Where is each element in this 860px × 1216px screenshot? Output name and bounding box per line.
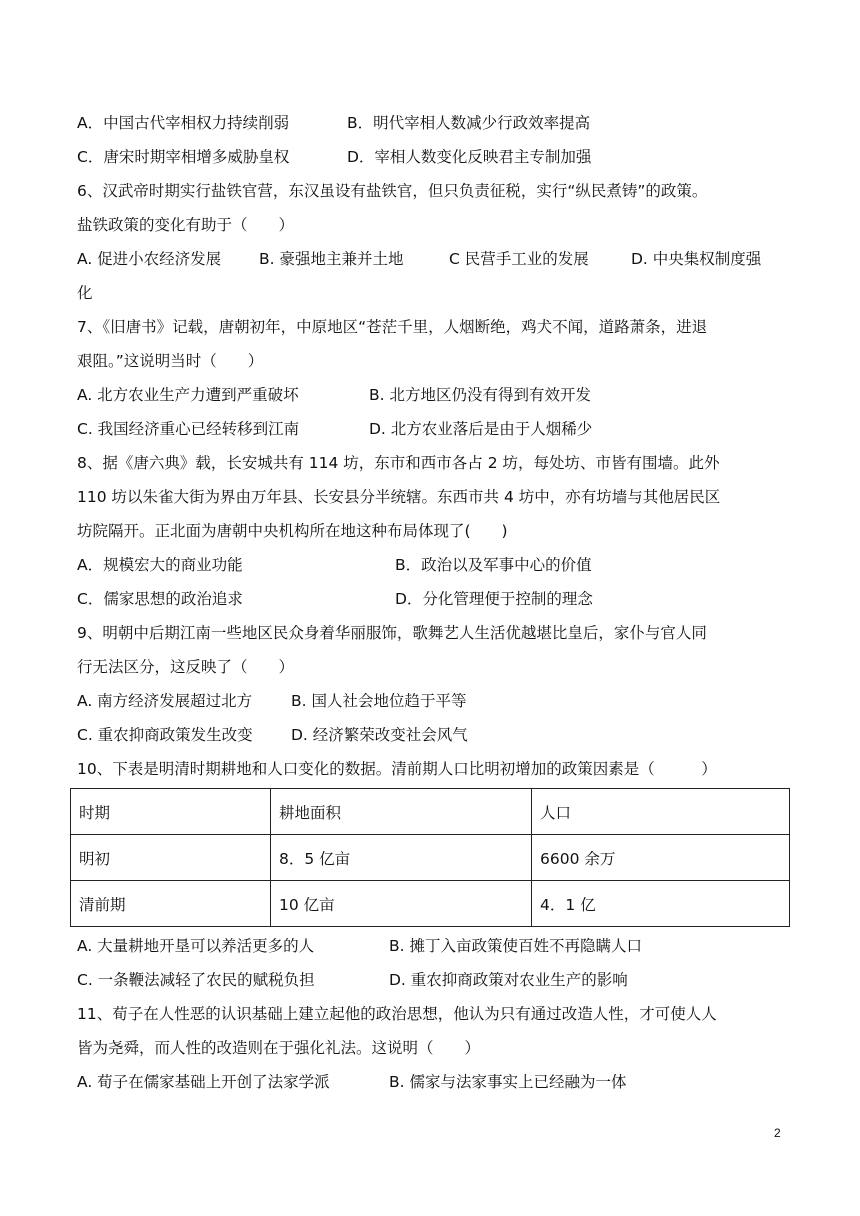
q8-option-a: A．规模宏大的商业功能 bbox=[77, 556, 243, 574]
q8-option-d: D．分化管理便于控制的理念 bbox=[395, 590, 593, 608]
q9-option-c: C. 重农抑商政策发生改变 bbox=[77, 726, 253, 744]
table-cell: 6600 余万 bbox=[532, 835, 790, 881]
q11-option-a: A. 荀子在儒家基础上开创了法家学派 bbox=[77, 1073, 330, 1091]
q9-stem-line-1: 9、明朝中后期江南一些地区民众身着华丽服饰，歌舞艺人生活优越堪比皇后，家仆与官人同 bbox=[77, 624, 707, 642]
q8-option-c: C．儒家思想的政治追求 bbox=[77, 590, 243, 608]
q7-options-row-2 bbox=[77, 412, 789, 446]
q7-option-a: A. 北方农业生产力遭到严重破坏 bbox=[77, 386, 299, 404]
q8-stem-line-1: 8、据《唐六典》载，长安城共有 114 坊，东市和西市各占 2 坊，每处坊、市皆有围墙。此外 bbox=[77, 454, 720, 472]
q11-stem-line-2: 皆为尧舜，而人性的改造则在于强化礼法。这说明（ ） bbox=[77, 1039, 481, 1057]
q10-option-b: B. 摊丁入亩政策使百姓不再隐瞒人口 bbox=[389, 937, 642, 955]
q10-option-c: C. 一条鞭法减轻了农民的赋税负担 bbox=[77, 971, 315, 989]
q6-option-a: A. 促进小农经济发展 bbox=[77, 250, 222, 268]
question-list bbox=[77, 106, 789, 1099]
q7-stem-line-1: 7、《旧唐书》记载，唐朝初年，中原地区“苍茫千里，人烟断绝，鸡犬不闻，道路萧条，进退 bbox=[77, 318, 708, 336]
q7-options-row-1 bbox=[77, 378, 789, 412]
table-header-row bbox=[71, 789, 790, 835]
table-cell: 10 亿亩 bbox=[271, 881, 532, 927]
table-row bbox=[71, 881, 790, 927]
q10-option-d: D. 重农抑商政策对农业生产的影响 bbox=[389, 971, 628, 989]
q9-option-d: D. 经济繁荣改变社会风气 bbox=[291, 726, 468, 744]
q6-stem-line-2: 盐铁政策的变化有助于（ ） bbox=[77, 216, 295, 234]
table-header-cell: 时期 bbox=[71, 789, 271, 835]
table-header-cell: 人口 bbox=[532, 789, 790, 835]
q9-option-a: A. 南方经济发展超过北方 bbox=[77, 692, 253, 710]
q9-option-b: B. 国人社会地位趋于平等 bbox=[291, 692, 467, 710]
table-cell: 明初 bbox=[71, 835, 271, 881]
q6-stem-line-1: 6、汉武帝时期实行盐铁官营，东汉虽设有盐铁官，但只负责征税，实行“纵民煮铸”的政策。 bbox=[77, 182, 708, 200]
q6-option-b: B. 豪强地主兼并土地 bbox=[259, 250, 404, 268]
q11-stem-line-1: 11、荀子在人性恶的认识基础上建立起他的政治思想，他认为只有通过改造人性，才可使人人 bbox=[77, 1005, 717, 1023]
q8-stem-line-3: 坊院隔开。正北面为唐朝中央机构所在地这种布局体现了( ) bbox=[77, 522, 508, 540]
q9-options-row-2 bbox=[77, 718, 789, 752]
q5-options-row-2 bbox=[77, 140, 789, 174]
q10-options-row-2 bbox=[77, 963, 789, 997]
q7-option-b: B. 北方地区仍没有得到有效开发 bbox=[369, 386, 591, 404]
q10-options-row-1 bbox=[77, 929, 789, 963]
q6-option-c: C 民营手工业的发展 bbox=[449, 250, 589, 268]
q5-option-c: C．唐宋时期宰相增多威胁皇权 bbox=[77, 148, 290, 166]
q10-stem: 10、下表是明清时期耕地和人口变化的数据。清前期人口比明初增加的政策因素是（ ） bbox=[77, 760, 717, 778]
q6-option-d: D. 中央集权制度强 bbox=[631, 250, 762, 268]
q11-options-row-1 bbox=[77, 1065, 789, 1099]
q8-options-row-1 bbox=[77, 548, 789, 582]
q9-stem-line-2: 行无法区分，这反映了（ ） bbox=[77, 658, 295, 676]
q7-stem-line-2: 艰阻。”这说明当时（ ） bbox=[77, 352, 264, 370]
q6-options-row bbox=[77, 242, 789, 276]
table-cell: 清前期 bbox=[71, 881, 271, 927]
table-cell: 8．5 亿亩 bbox=[271, 835, 532, 881]
q5-options-row-1 bbox=[77, 106, 789, 140]
q5-option-a: A．中国古代宰相权力持续削弱 bbox=[77, 114, 290, 132]
q10-option-a: A. 大量耕地开垦可以养活更多的人 bbox=[77, 937, 315, 955]
table-header-cell: 耕地面积 bbox=[271, 789, 532, 835]
page-number: 2 bbox=[774, 1126, 781, 1140]
q11-option-b: B. 儒家与法家事实上已经融为一体 bbox=[389, 1073, 627, 1091]
q7-option-d: D. 北方农业落后是由于人烟稀少 bbox=[369, 420, 593, 438]
q7-option-c: C. 我国经济重心已经转移到江南 bbox=[77, 420, 300, 438]
table-cell: 4．1 亿 bbox=[532, 881, 790, 927]
q9-options-row-1 bbox=[77, 684, 789, 718]
q5-option-d: D．宰相人数变化反映君主专制加强 bbox=[347, 148, 592, 166]
table-row bbox=[71, 835, 790, 881]
data-table bbox=[70, 788, 790, 927]
q8-options-row-2 bbox=[77, 582, 789, 616]
q6-option-d-wrap: 化 bbox=[77, 284, 93, 302]
q5-option-b: B．明代宰相人数减少行政效率提高 bbox=[347, 114, 591, 132]
q8-option-b: B．政治以及军事中心的价值 bbox=[395, 556, 592, 574]
q8-stem-line-2: 110 坊以朱雀大街为界由万年县、长安县分半统辖。东西市共 4 坊中，亦有坊墙与其他居民区 bbox=[77, 488, 721, 506]
